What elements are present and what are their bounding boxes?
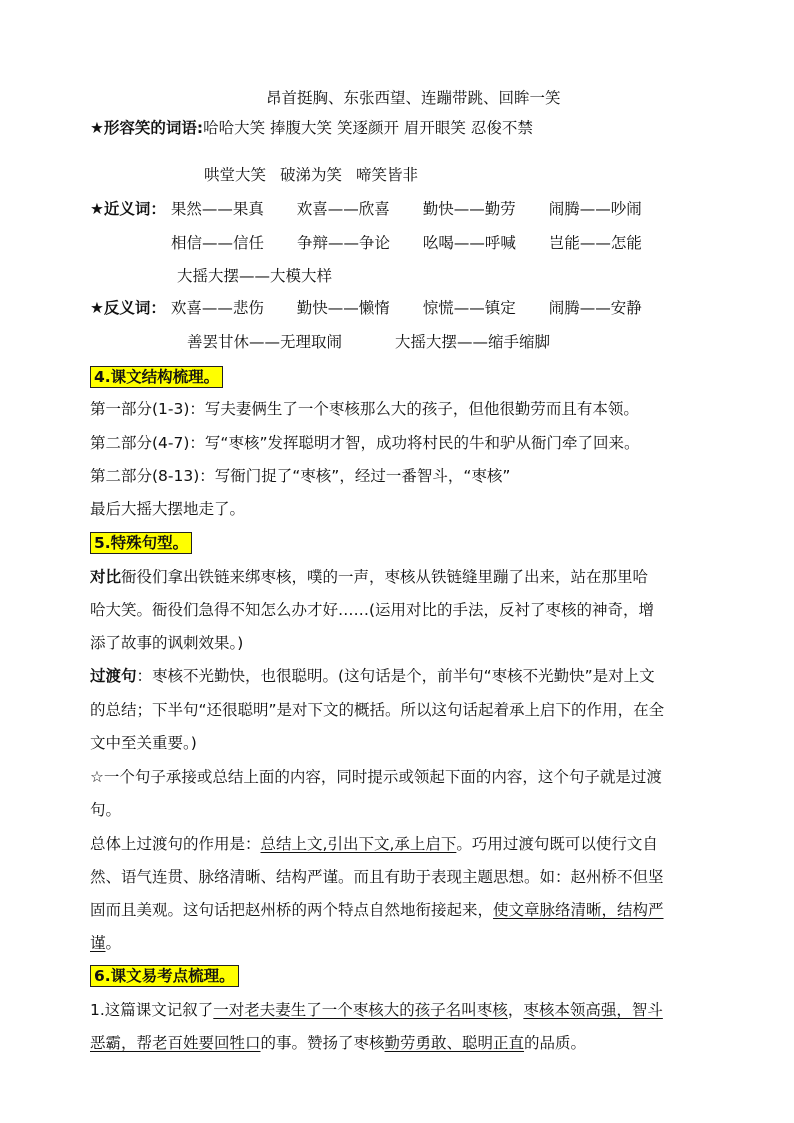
contrast-line-3: 添了故事的讽刺效果。) (90, 634, 244, 652)
function-underlined: 谨 (90, 934, 106, 952)
section-5-title: 5.特殊句型。 (90, 532, 192, 554)
antonyms-line-2 (187, 331, 794, 353)
structure-paragraph-2: 第二部分(4-7)：写“枣核”发挥聪明才智，成功将村民的牛和驴从衙门牵了回来。 (90, 434, 640, 452)
synonyms-line-1 (90, 198, 710, 220)
function-underlined: 使文章脉络清晰，结构严 (493, 901, 664, 919)
contrast-label: 对比 (90, 568, 122, 586)
synonym-pair: 欢喜——欣喜 (296, 200, 390, 218)
antonyms-line-1 (90, 297, 710, 319)
synonym-pair: 大摇大摆——大模大样 (177, 267, 333, 285)
exam-underlined: 枣核本领高强，智斗 (523, 1001, 663, 1019)
section-4-title: 4.课文结构梳理。 (90, 366, 223, 388)
laugh-words-line (90, 117, 710, 139)
exam-underlined: 一对老夫妻生了一个枣核大的孩子名叫枣核 (213, 1001, 508, 1019)
antonym-pair: 勤快——懒惰 (296, 299, 390, 317)
synonym-pair: 岂能——怎能 (548, 234, 642, 252)
synonyms-line-3 (177, 265, 794, 287)
function-text: 。巧用过渡句既可以使行文自 (456, 835, 658, 853)
function-line-3 (90, 899, 710, 921)
synonym-pair: 争辩——争论 (296, 234, 390, 252)
structure-paragraph-1: 第一部分(1-3)：写夫妻俩生了一个枣核那么大的孩子，但他很勤劳而且有本领。 (90, 400, 639, 418)
tip-line-1: ☆一个句子承接或总结上面的内容，同时提示或领起下面的内容，这个句子就是过渡 (90, 768, 662, 786)
transition-line-3: 文中至关重要。) (90, 734, 197, 752)
laugh-word: 啼笑皆非 (356, 166, 419, 184)
exam-underlined: 勤劳勇敢、聪明正直 (384, 1034, 525, 1052)
contrast-line-2: 哈大笑。衙役们急得不知怎么办才好……(运用对比的手法，反衬了枣核的神奇，增 (90, 601, 655, 619)
synonym-label: ★近义词： (90, 200, 166, 218)
function-line-2: 然、语气连贯、脉络清晰、结构严谨。而且有助于表现主题思想。如：赵州桥不但坚 (90, 868, 664, 886)
laugh-words-line-2 (204, 164, 794, 186)
exam-text: ， (507, 1001, 524, 1019)
antonym-label: ★反义词： (90, 299, 166, 317)
function-underlined: 总结上文,引出下文,承上启下 (260, 835, 457, 853)
transition-line-1 (90, 665, 710, 687)
antonym-pair: 大摇大摆——缩手缩脚 (394, 333, 550, 351)
function-line-4 (90, 932, 710, 954)
idiom-line: 昂首挺胸、东张西望、连蹦带跳、回眸一笑 (266, 89, 561, 107)
exam-text: 的事。赞扬了枣核 (260, 1034, 385, 1052)
function-line-1 (90, 833, 710, 855)
antonym-pair: 善罢甘休——无理取闹 (187, 333, 343, 351)
antonym-pair: 欢喜——悲伤 (170, 299, 264, 317)
exam-text: 的品质。 (524, 1034, 587, 1052)
laugh-word: 破涕为笑 (280, 166, 343, 184)
section-6-heading (90, 965, 710, 987)
contrast-text: 衙役们拿出铁链来绑枣核，噗的一声，枣核从铁链缝里蹦了出来，站在那里哈 (121, 568, 649, 586)
function-text: 固而且美观。这句话把赵州桥的两个特点自然地衔接起来， (90, 901, 494, 919)
synonym-pair: 相信——信任 (171, 234, 265, 252)
transition-text: ：枣核不光勤快，也很聪明。(这句话是个，前半句“枣核不光勤快”是对上文 (136, 667, 655, 685)
structure-paragraph-3-cont: 最后大摇大摆地走了。 (90, 500, 246, 518)
contrast-line-1 (90, 566, 710, 588)
synonym-pair: 果然——果真 (170, 200, 264, 218)
tip-line-2: 句。 (90, 801, 122, 819)
function-text: 总体上过渡句的作用是： (90, 835, 261, 853)
antonym-pair: 闹腾——安静 (548, 299, 642, 317)
structure-paragraph-3: 第二部分(8-13)：写衙门捉了“枣核”，经过一番智斗，“枣核” (90, 467, 511, 485)
exam-underlined: 恶霸，帮老百姓要回牲口 (90, 1034, 261, 1052)
section-5-heading (90, 532, 710, 554)
antonym-pair: 惊慌——镇定 (422, 299, 516, 317)
laugh-word: 哄堂大笑 (204, 166, 267, 184)
function-text: 。 (105, 934, 122, 952)
synonym-pair: 吆喝——呼喊 (422, 234, 516, 252)
transition-line-2: 的总结；下半句“还很聪明”是对下文的概括。所以这句话起着承上启下的作用，在全 (90, 701, 665, 719)
transition-label: 过渡句 (90, 667, 137, 685)
exam-text: 1.这篇课文记叙了 (90, 1001, 214, 1019)
laugh-words: 哈哈大笑 捧腹大笑 笑逐颜开 眉开眼笑 忍俊不禁 (203, 119, 533, 137)
synonym-pair: 闹腾——吵闹 (548, 200, 642, 218)
laugh-label: ★形容笑的词语: (90, 119, 204, 137)
section-6-title: 6.课文易考点梳理。 (90, 965, 239, 987)
synonyms-line-2 (171, 232, 791, 254)
exam-point-line-1 (90, 999, 710, 1021)
section-4-heading (90, 366, 710, 388)
exam-point-line-2 (90, 1032, 710, 1054)
synonym-pair: 勤快——勤劳 (422, 200, 516, 218)
